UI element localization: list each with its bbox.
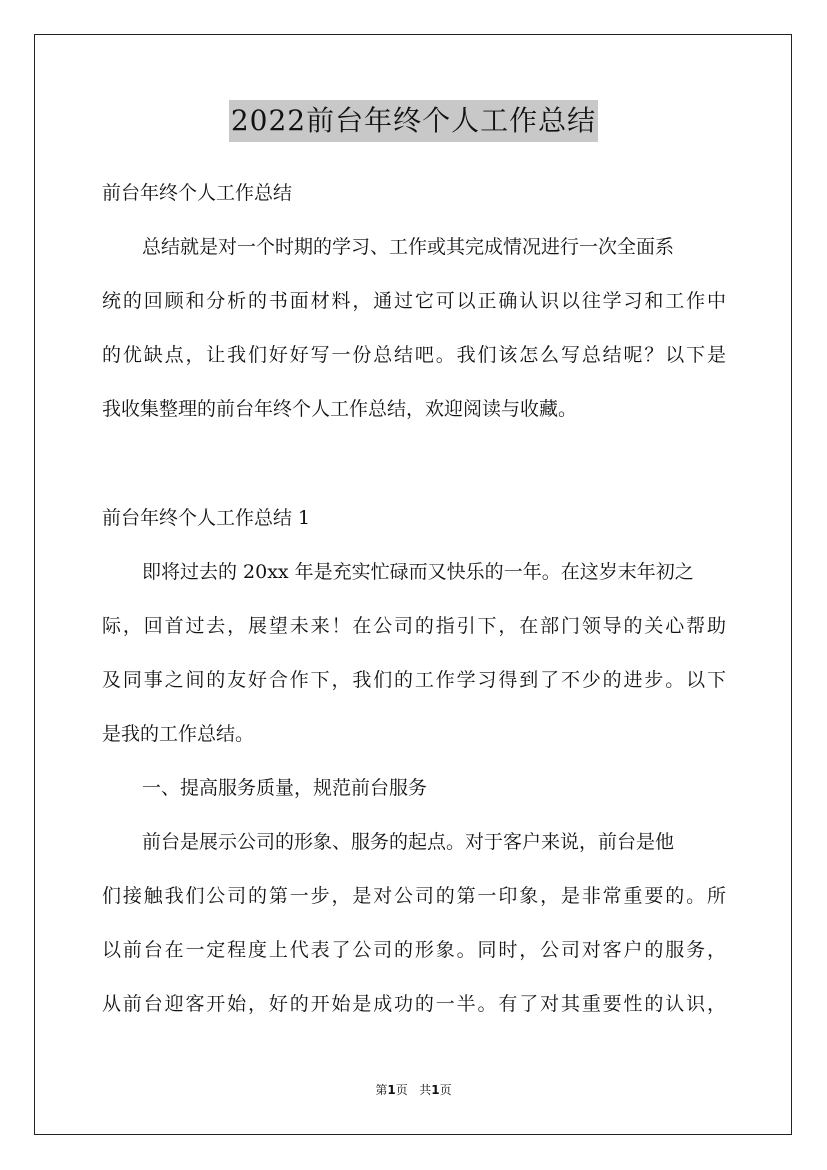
point-heading: 一、提高服务质量，规范前台服务 bbox=[142, 777, 428, 799]
section-line: 即将过去的 20xx 年是充实忙碌而又快乐的一年。在这岁末年初之 bbox=[142, 561, 694, 583]
section-line: 及同事之间的友好合作下，我们的工作学习得到了不少的进步。以下 bbox=[102, 669, 726, 691]
title-block bbox=[0, 100, 827, 142]
point-line: 前台是展示公司的形象、服务的起点。对于客户来说，前台是他 bbox=[142, 831, 675, 853]
point-line: 们接触我们公司的第一步，是对公司的第一印象，是非常重要的。所 bbox=[102, 885, 726, 907]
intro-line: 总结就是对一个时期的学习、工作或其完成情况进行一次全面系 bbox=[142, 236, 675, 258]
document-title: 2022前台年终个人工作总结 bbox=[229, 100, 598, 142]
intro-line: 的优缺点，让我们好好写一份总结吧。我们该怎么写总结呢？以下是 bbox=[102, 344, 726, 366]
section-line: 际，回首过去，展望未来！在公司的指引下，在部门领导的关心帮助 bbox=[102, 615, 726, 637]
page-label: 第1页 bbox=[375, 1083, 408, 1097]
page-footer bbox=[0, 1081, 827, 1099]
intro-line: 我收集整理的前台年终个人工作总结，欢迎阅读与收藏。 bbox=[102, 398, 578, 420]
section-line: 是我的工作总结。 bbox=[102, 723, 255, 745]
total-pages-label: 共1页 bbox=[419, 1083, 452, 1097]
intro-line: 统的回顾和分析的书面材料，通过它可以正确认识以往学习和工作中 bbox=[102, 290, 726, 312]
section-heading: 前台年终个人工作总结 1 bbox=[102, 507, 311, 529]
subtitle: 前台年终个人工作总结 bbox=[102, 182, 293, 204]
point-line: 从前台迎客开始，好的开始是成功的一半。有了对其重要性的认识， bbox=[102, 993, 726, 1015]
point-line: 以前台在一定程度上代表了公司的形象。同时，公司对客户的服务， bbox=[102, 939, 726, 961]
